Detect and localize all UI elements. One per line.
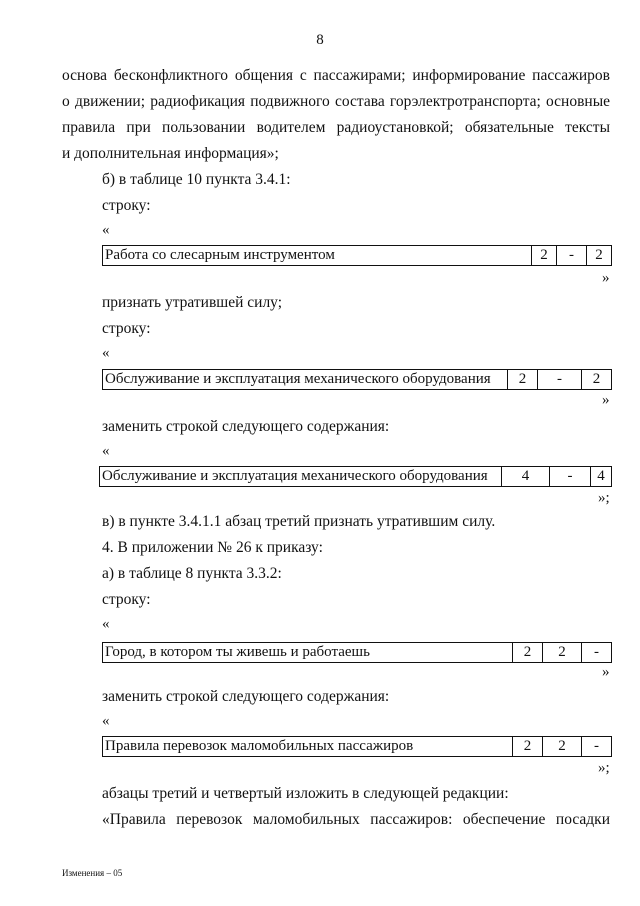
paragraph-line: основа бесконфликтного общения с пассажирами; информирование пассажиров [62, 67, 610, 84]
paragraph-line: и дополнительная информация»; [62, 145, 279, 162]
row-word: строку: [102, 197, 151, 214]
quote-close: » [602, 270, 610, 286]
table-cell: 2 [512, 737, 542, 756]
table-row [99, 466, 612, 487]
recognize-void-text: признать утратившей силу; [102, 294, 283, 311]
table-cell: 2 [531, 246, 556, 265]
page-number: 8 [316, 32, 324, 48]
table-cell: - [581, 643, 611, 662]
table-cell: - [581, 737, 611, 756]
table-cell: 2 [507, 370, 537, 389]
paragraph-line: правила при пользовании водителем радиоустановкой; обязательные тексты [62, 119, 610, 136]
replace-text: заменить строкой следующего содержания: [102, 418, 390, 435]
table-cell: 4 [590, 467, 611, 486]
quote-open: « [102, 222, 110, 238]
table-cell: 2 [542, 643, 581, 662]
quote-open: « [102, 443, 110, 459]
table-cell: 2 [581, 370, 611, 389]
item-4: 4. В приложении № 26 к приказу: [102, 539, 323, 556]
quote-close: » [602, 664, 610, 680]
table-cell-name: Правила перевозок маломобильных пассажиров [105, 738, 414, 754]
table-cell-name: Город, в котором ты живешь и работаешь [105, 644, 370, 660]
footer-text: Изменения – 05 [62, 868, 123, 878]
table-cell: 2 [512, 643, 542, 662]
paragraphs-34-text: абзацы третий и четвертый изложить в следующей редакции: [102, 785, 509, 802]
table-cell-name: Обслуживание и эксплуатация механического оборудования [102, 468, 488, 484]
row-word: строку: [102, 591, 151, 608]
quote-open: « [102, 616, 110, 632]
table-cell-name: Обслуживание и эксплуатация механического оборудования [105, 371, 491, 387]
quote-close: » [602, 392, 610, 408]
table-cell-name: Работа со слесарным инструментом [105, 247, 335, 263]
table-row [102, 245, 612, 266]
item-v: в) в пункте 3.4.1.1 абзац третий признать утратившим силу. [102, 513, 496, 530]
item-a: а) в таблице 8 пункта 3.3.2: [102, 565, 282, 582]
quote-close: »; [598, 760, 610, 776]
table-row [102, 369, 612, 390]
table-cell: - [549, 467, 590, 486]
table-cell: 4 [501, 467, 549, 486]
last-line: «Правила перевозок маломобильных пассажиров: обеспечение посадки [102, 811, 610, 828]
replace-text: заменить строкой следующего содержания: [102, 688, 390, 705]
paragraph-line: о движении; радиофикация подвижного состава горэлектротранспорта; основные [62, 93, 610, 110]
row-word: строку: [102, 320, 151, 337]
table-cell: 2 [542, 737, 581, 756]
quote-open: « [102, 345, 110, 361]
table-row [102, 642, 612, 663]
table-cell: 2 [586, 246, 611, 265]
table-cell: - [537, 370, 581, 389]
item-b: б) в таблице 10 пункта 3.4.1: [102, 171, 291, 188]
table-cell: - [556, 246, 586, 265]
quote-open: « [102, 713, 110, 729]
table-row [102, 736, 612, 757]
quote-close: »; [598, 490, 610, 506]
